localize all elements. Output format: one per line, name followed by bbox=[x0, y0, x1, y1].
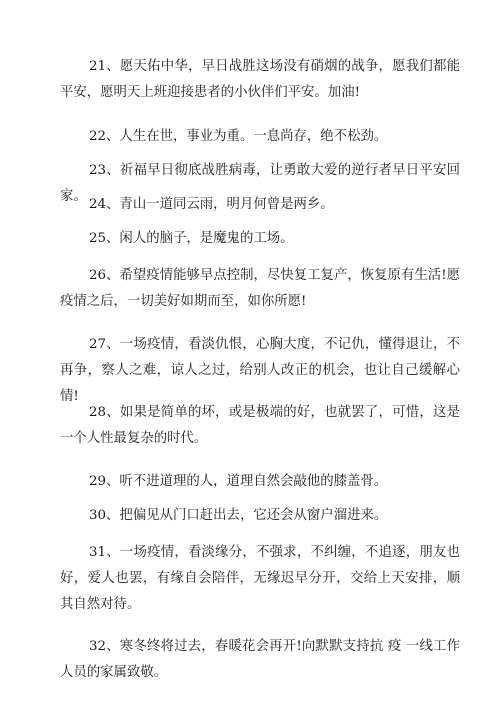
paragraph-26: 26、希望疫情能够早点控制，尽快复工复产，恢复原有生活!愿疫情之后，一切美好如期而至，如你所愿! bbox=[60, 268, 460, 309]
paragraph-22: 22、人生在世，事业为重。一息尚存，绝不松劲。 bbox=[89, 129, 388, 144]
paragraph-29: 29、听不进道理的人，道理自然会敲他的膝盖骨。 bbox=[89, 474, 388, 489]
paragraph-32: 32、寒冬终将过去，春暖花会再开!向默默支持抗 疫 一线工作人员的家属致敬。 bbox=[60, 639, 460, 680]
paragraph-24: 24、青山一道同云雨，明月何曾是两乡。 bbox=[89, 197, 334, 212]
paragraph-23: 23、祈福早日彻底战胜病毒，让勇敢大爱的逆行者早日平安回家。 bbox=[60, 163, 460, 204]
paragraph-30: 30、把偏见从门口赶出去，它还会从窗户溜进来。 bbox=[89, 508, 388, 523]
paragraph-25: 25、闲人的脑子，是魔鬼的工场。 bbox=[89, 231, 294, 246]
paragraph-21: 21、愿天佑中华，早日战胜这场没有硝烟的战争，愿我们都能平安，愿明天上班迎接患者的小伙伴们平安。加油! bbox=[60, 59, 460, 100]
paragraph-27: 27、一场疫情，看淡仇恨，心胸大度，不记仇，懂得退让，不再争，察人之难，谅人之过，给别人改正的机会，也让自己缓解心情! bbox=[60, 337, 460, 404]
paragraph-28: 28、如果是简单的坏，或是极端的好，也就罢了，可惜，这是一个人性最复杂的时代。 bbox=[60, 405, 460, 446]
paragraph-31: 31、一场疫情，看淡缘分，不强求，不纠缠，不追逐，朋友也好，爱人也罢，有缘自会陪伴，无缘迟早分开，交给上天安排，顺其自然对待。 bbox=[60, 545, 460, 612]
